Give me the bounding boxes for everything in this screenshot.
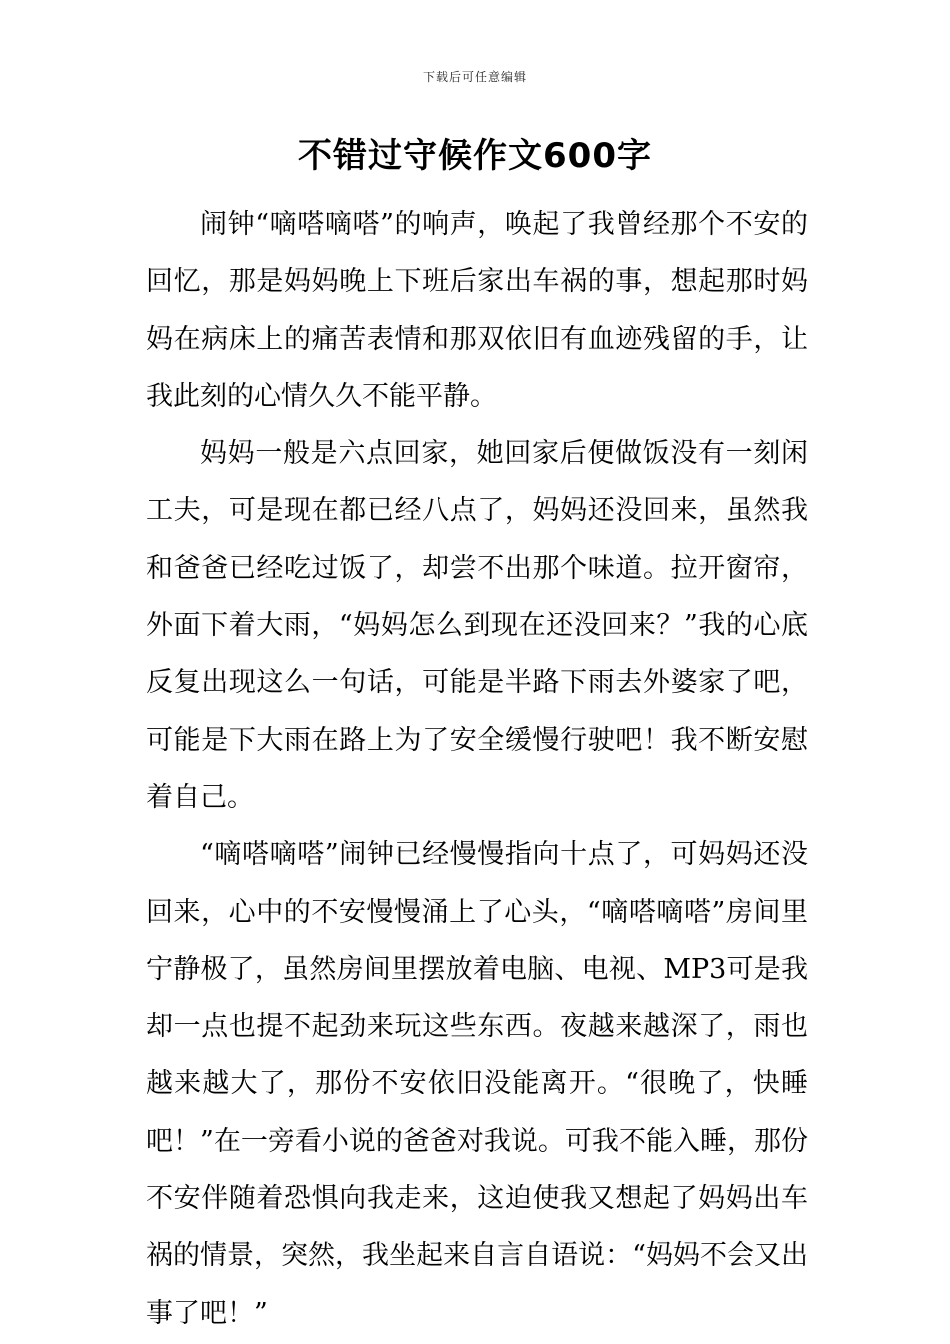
header-note: 下载后可任意编辑: [422, 70, 527, 84]
paragraph-1: 闹钟“嘀嗒嘀嗒”的响声，唤起了我曾经那个不安的回忆，那是妈妈晚上下班后家出车祸的事，想起那时妈妈在病床上的痛苦表情和那双依旧有血迹残留的手，让我此刻的心情久久不能平静。: [146, 209, 808, 412]
paragraph-2: 妈妈一般是六点回家，她回家后便做饭没有一刻闲工夫，可是现在都已经八点了，妈妈还没回来，虽然我和爸爸已经吃过饭了，却尝不出那个味道。拉开窗帘，外面下着大雨，“妈妈怎么到现在还没回来？”我的心底反复出现这么一句话，可能是半路下雨去外婆家了吧，可能是下大雨在路上为了安全缓慢行驶吧！我不断安慰着自己。: [146, 438, 808, 813]
essay-body: [146, 196, 808, 1342]
page-title: 不错过守候作文600字: [298, 136, 652, 176]
paragraph-3: “嘀嗒嘀嗒”闹钟已经慢慢指向十点了，可妈妈还没回来，心中的不安慢慢涌上了心头，“嘀嗒嘀嗒”房间里宁静极了，虽然房间里摆放着电脑、电视、MP3可是我却一点也提不起劲来玩这些东西。夜越来越深了，雨也越来越大了，那份不安依旧没能离开。“很晚了，快睡吧！”在一旁看小说的爸爸对我说。可我不能入睡，那份不安伴随着恐惧向我走来，这迫使我又想起了妈妈出车祸的情景，突然，我坐起来自言自语说：“妈妈不会又出事了吧！”: [146, 839, 808, 1329]
